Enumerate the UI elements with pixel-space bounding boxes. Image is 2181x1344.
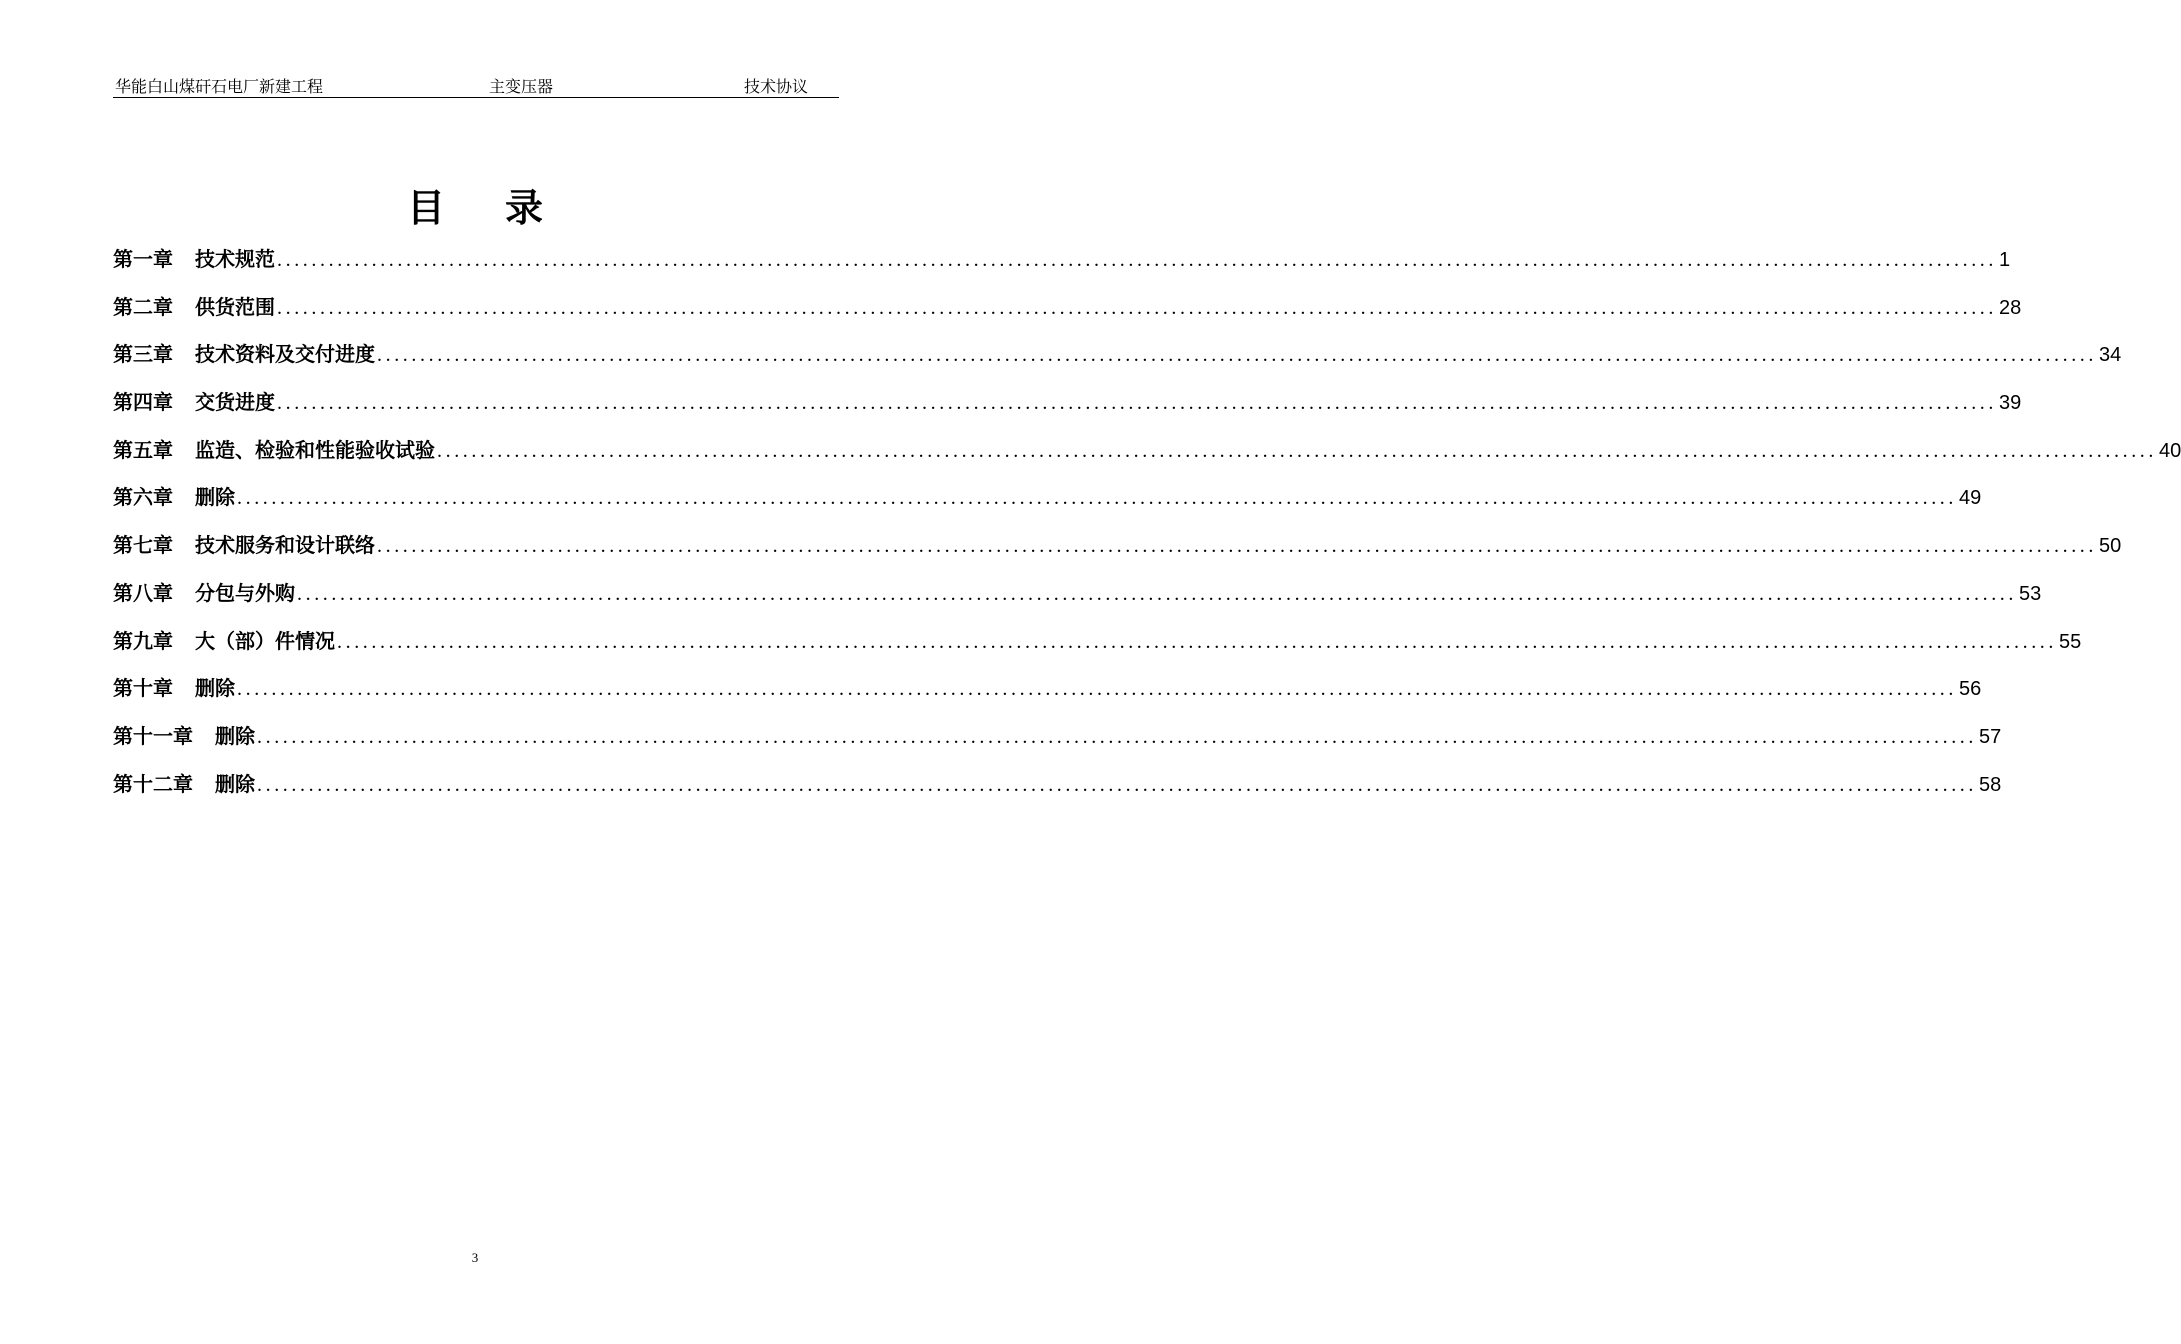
dot-leader: ........................................................................................................................................................................................................ bbox=[297, 582, 2017, 605]
toc-chapter: 第十二章 bbox=[113, 771, 193, 796]
dot-leader: ........................................................................................................................................................................................................ bbox=[257, 725, 1977, 748]
toc-page-number: 50 bbox=[2099, 535, 2122, 558]
toc-entry-title: 大（部）件情况 bbox=[195, 628, 335, 653]
toc-page-number: 39 bbox=[1999, 392, 2022, 415]
toc-entry[interactable] bbox=[113, 665, 1982, 713]
toc-page-number: 56 bbox=[1959, 678, 1982, 701]
dot-leader: ........................................................................................................................................................................................................ bbox=[237, 678, 1957, 701]
toc-page-number: 34 bbox=[2099, 344, 2122, 367]
toc-entry[interactable] bbox=[113, 427, 2181, 475]
toc-chapter: 第八章 bbox=[113, 580, 173, 605]
header-equipment: 主变压器 bbox=[489, 77, 554, 96]
toc-entry-title: 技术规范 bbox=[195, 247, 275, 271]
dot-leader: ........................................................................................................................................................................................................ bbox=[437, 439, 2157, 462]
toc-entry-title: 删除 bbox=[215, 723, 255, 748]
toc-page-number: 57 bbox=[1979, 725, 2002, 748]
toc-entry[interactable] bbox=[113, 570, 2042, 618]
toc-entry[interactable] bbox=[113, 618, 2082, 666]
header-project-name: 华能白山煤矸石电厂新建工程 bbox=[115, 77, 324, 96]
toc-page-number: 40 bbox=[2159, 439, 2181, 462]
toc-entry-title: 分包与外购 bbox=[195, 580, 295, 605]
toc-page-number: 58 bbox=[1979, 773, 2002, 796]
toc-entry[interactable] bbox=[113, 379, 2022, 427]
toc-chapter: 第六章 bbox=[113, 485, 173, 510]
toc-page-number: 53 bbox=[2019, 582, 2042, 605]
toc-entry-title: 删除 bbox=[195, 485, 235, 510]
toc-entry-title: 删除 bbox=[215, 771, 255, 796]
header-doc-type: 技术协议 bbox=[743, 77, 808, 96]
toc-page-number: 49 bbox=[1959, 487, 1982, 510]
toc-entry[interactable] bbox=[113, 284, 2022, 332]
toc-chapter: 第一章 bbox=[113, 247, 173, 271]
toc-entry[interactable] bbox=[113, 474, 1982, 522]
toc-entry-title: 删除 bbox=[195, 676, 235, 701]
page-header bbox=[113, 76, 839, 98]
toc-entry-title: 技术服务和设计联络 bbox=[195, 533, 375, 558]
toc-entry[interactable] bbox=[113, 761, 2002, 809]
toc-entry-title: 技术资料及交付进度 bbox=[195, 342, 375, 367]
toc-chapter: 第三章 bbox=[113, 342, 173, 367]
toc-entry-title: 供货范围 bbox=[195, 294, 275, 319]
toc-chapter: 第七章 bbox=[113, 533, 173, 558]
toc-chapter: 第五章 bbox=[113, 437, 173, 462]
dot-leader: ........................................................................................................................................................................................................ bbox=[237, 487, 1957, 510]
toc-chapter: 第四章 bbox=[113, 390, 173, 415]
toc-page-number: 1 bbox=[1999, 249, 2011, 271]
toc-page-number: 55 bbox=[2059, 630, 2082, 653]
toc-entry-title: 监造、检验和性能验收试验 bbox=[195, 437, 435, 462]
toc-chapter: 第九章 bbox=[113, 628, 173, 653]
page-number: 3 bbox=[471, 1250, 479, 1265]
toc-chapter: 第二章 bbox=[113, 294, 173, 319]
toc-entry[interactable] bbox=[113, 522, 2122, 570]
toc-chapter: 第十一章 bbox=[113, 723, 193, 748]
table-of-contents bbox=[113, 236, 2181, 808]
toc-entry-title: 交货进度 bbox=[195, 390, 275, 415]
toc-page-number: 28 bbox=[1999, 296, 2022, 319]
dot-leader: ........................................................................................................................................................................................................ bbox=[277, 249, 1997, 271]
dot-leader: ........................................................................................................................................................................................................ bbox=[377, 344, 2097, 367]
toc-entry[interactable] bbox=[113, 236, 2011, 284]
dot-leader: ........................................................................................................................................................................................................ bbox=[257, 773, 1977, 796]
dot-leader: ........................................................................................................................................................................................................ bbox=[277, 392, 1997, 415]
toc-title: 目录 bbox=[406, 185, 603, 230]
dot-leader: ........................................................................................................................................................................................................ bbox=[377, 535, 2097, 558]
toc-entry[interactable] bbox=[113, 713, 2002, 761]
toc-entry[interactable] bbox=[113, 331, 2122, 379]
dot-leader: ........................................................................................................................................................................................................ bbox=[337, 630, 2057, 653]
dot-leader: ........................................................................................................................................................................................................ bbox=[277, 296, 1997, 319]
toc-chapter: 第十章 bbox=[113, 676, 173, 701]
